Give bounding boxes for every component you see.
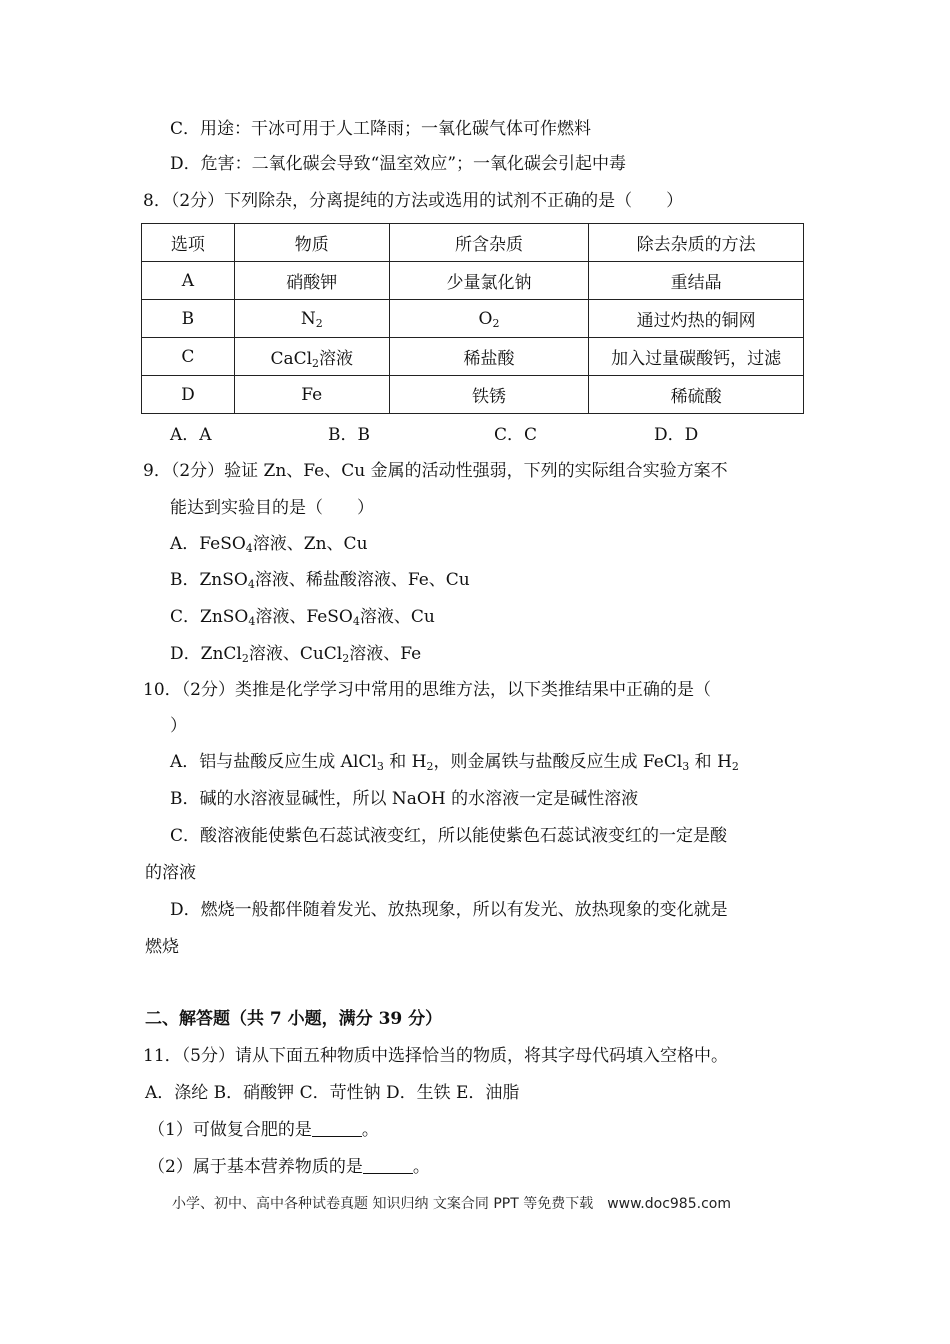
footer-note: 小学、初中、高中各种试卷真题 知识归纳 文案合同 PPT 等免费下载 www.doc985.com: [172, 1196, 731, 1212]
q10-option-c-line1: C．酸溶液能使紫色石蕊试液变红，所以能使紫色石蕊试液变红的一定是酸: [170, 826, 728, 846]
cell-substance: [234, 338, 389, 376]
subscript: 2: [731, 760, 739, 773]
q9-option-a: [170, 533, 368, 555]
q10-option-d-line1: D．燃烧一般都伴随着发光、放热现象，所以有发光、放热现象的变化就是: [170, 900, 728, 920]
text: （2）属于基本营养物质的是: [148, 1157, 363, 1177]
formula-suffix: 溶液: [319, 349, 354, 369]
q8-stem: 8．（2分）下列除杂，分离提纯的方法或选用的试剂不正确的是（ ）: [143, 191, 684, 211]
header-cell: 所含杂质: [389, 224, 589, 262]
q8-choice-b: B．B: [328, 425, 370, 445]
subscript: 4: [247, 578, 255, 591]
cell-substance: Fe: [234, 376, 389, 414]
table-row: [142, 376, 804, 414]
q7-option-d: D．危害：二氧化碳会导致“温室效应”；一氧化碳会引起中毒: [170, 154, 627, 174]
cell-method: 重结晶: [589, 262, 804, 300]
text: 溶液、Fe: [349, 644, 422, 664]
text: 溶液、CuCl: [248, 644, 343, 664]
text: A．FeSO: [170, 534, 246, 554]
cell-option: D: [142, 376, 235, 414]
table-row: [142, 338, 804, 376]
subscript: 2: [312, 357, 320, 370]
cell-option: B: [142, 300, 235, 338]
text: 。: [412, 1157, 430, 1177]
cell-method: 加入过量碳酸钙，过滤: [589, 338, 804, 376]
text: 溶液、Zn、Cu: [252, 534, 368, 554]
text: C．ZnSO: [170, 607, 249, 627]
q10-stem-line2: ）: [170, 716, 187, 736]
subscript: 2: [492, 316, 500, 330]
q9-option-d: [170, 643, 421, 665]
cell-option: A: [142, 262, 235, 300]
text: 和 H: [689, 752, 732, 772]
text: （1）可做复合肥的是: [148, 1120, 312, 1140]
q10-stem-line1: 10．（2分）类推是化学学习中常用的思维方法，以下类推结果中正确的是（: [143, 680, 711, 700]
subscript: 2: [315, 316, 323, 330]
subscript: 2: [241, 652, 249, 665]
header-cell: 物质: [234, 224, 389, 262]
table-row: [142, 262, 804, 300]
q10-option-c-line2: 的溶液: [145, 863, 196, 883]
q9-option-b: [170, 569, 470, 591]
cell-substance: 硝酸钾: [234, 262, 389, 300]
text: 和 H: [383, 752, 427, 772]
q7-option-c: C．用途：干冰可用于人工降雨；一氧化碳气体可作燃料: [170, 119, 592, 139]
text: 溶液、稀盐酸溶液、Fe、Cu: [254, 570, 470, 590]
q10-option-b: B．碱的水溶液显碱性，所以 NaOH 的水溶液一定是碱性溶液: [170, 789, 639, 809]
q8-choice-c: C．C: [494, 425, 538, 445]
text: 溶液、Cu: [359, 607, 435, 627]
text: D．ZnCl: [170, 644, 242, 664]
q8-table: [141, 223, 804, 414]
cell-impurity: 少量氯化钠: [389, 262, 589, 300]
subscript: 4: [352, 615, 360, 628]
formula-text: N: [300, 308, 316, 329]
q9-option-c: [170, 606, 435, 628]
text: B．ZnSO: [170, 570, 248, 590]
table-row: [142, 300, 804, 338]
subscript: 2: [426, 760, 434, 773]
cell-impurity: [389, 300, 589, 338]
formula-text: CaCl: [270, 349, 313, 369]
q11-part2: [148, 1156, 430, 1178]
cell-method: 稀硫酸: [589, 376, 804, 414]
subscript: 4: [248, 615, 256, 628]
subscript: 3: [376, 760, 384, 773]
answer-blank[interactable]: [312, 1120, 362, 1137]
formula-text: O: [478, 308, 493, 329]
q9-stem-line1: 9．（2分）验证 Zn、Fe、Cu 金属的活动性强弱，下列的实际组合实验方案不: [143, 461, 728, 481]
cell-impurity: 稀盐酸: [389, 338, 589, 376]
subscript: 4: [245, 542, 253, 555]
header-cell: 除去杂质的方法: [589, 224, 804, 262]
section-title: 二、解答题（共 7 小题，满分 39 分）: [145, 1009, 443, 1029]
cell-substance: [234, 300, 389, 338]
header-cell: 选项: [142, 224, 235, 262]
table-header-row: [142, 224, 804, 262]
subscript: 2: [342, 652, 350, 665]
q11-options: A．涤纶 B．硝酸钾 C．苛性钠 D．生铁 E．油脂: [145, 1083, 520, 1103]
cell-method: 通过灼热的铜网: [589, 300, 804, 338]
q8-choice-a: A．A: [170, 425, 212, 445]
q10-option-a: [170, 751, 739, 773]
text: 溶液、FeSO: [255, 607, 353, 627]
text: ，则金属铁与盐酸反应生成 FeCl: [433, 752, 683, 772]
q11-part1: [148, 1119, 379, 1141]
cell-option: C: [142, 338, 235, 376]
q8-choice-d: D．D: [654, 425, 699, 445]
text: A．铝与盐酸反应生成 AlCl: [170, 752, 377, 772]
cell-impurity: 铁锈: [389, 376, 589, 414]
q11-stem: 11．（5分）请从下面五种物质中选择恰当的物质，将其字母代码填入空格中。: [143, 1046, 728, 1066]
text: 。: [361, 1120, 379, 1140]
q10-option-d-line2: 燃烧: [145, 937, 179, 957]
q9-stem-line2: 能达到实验目的是（ ）: [170, 498, 374, 518]
subscript: 3: [682, 760, 690, 773]
answer-blank[interactable]: [363, 1157, 413, 1174]
